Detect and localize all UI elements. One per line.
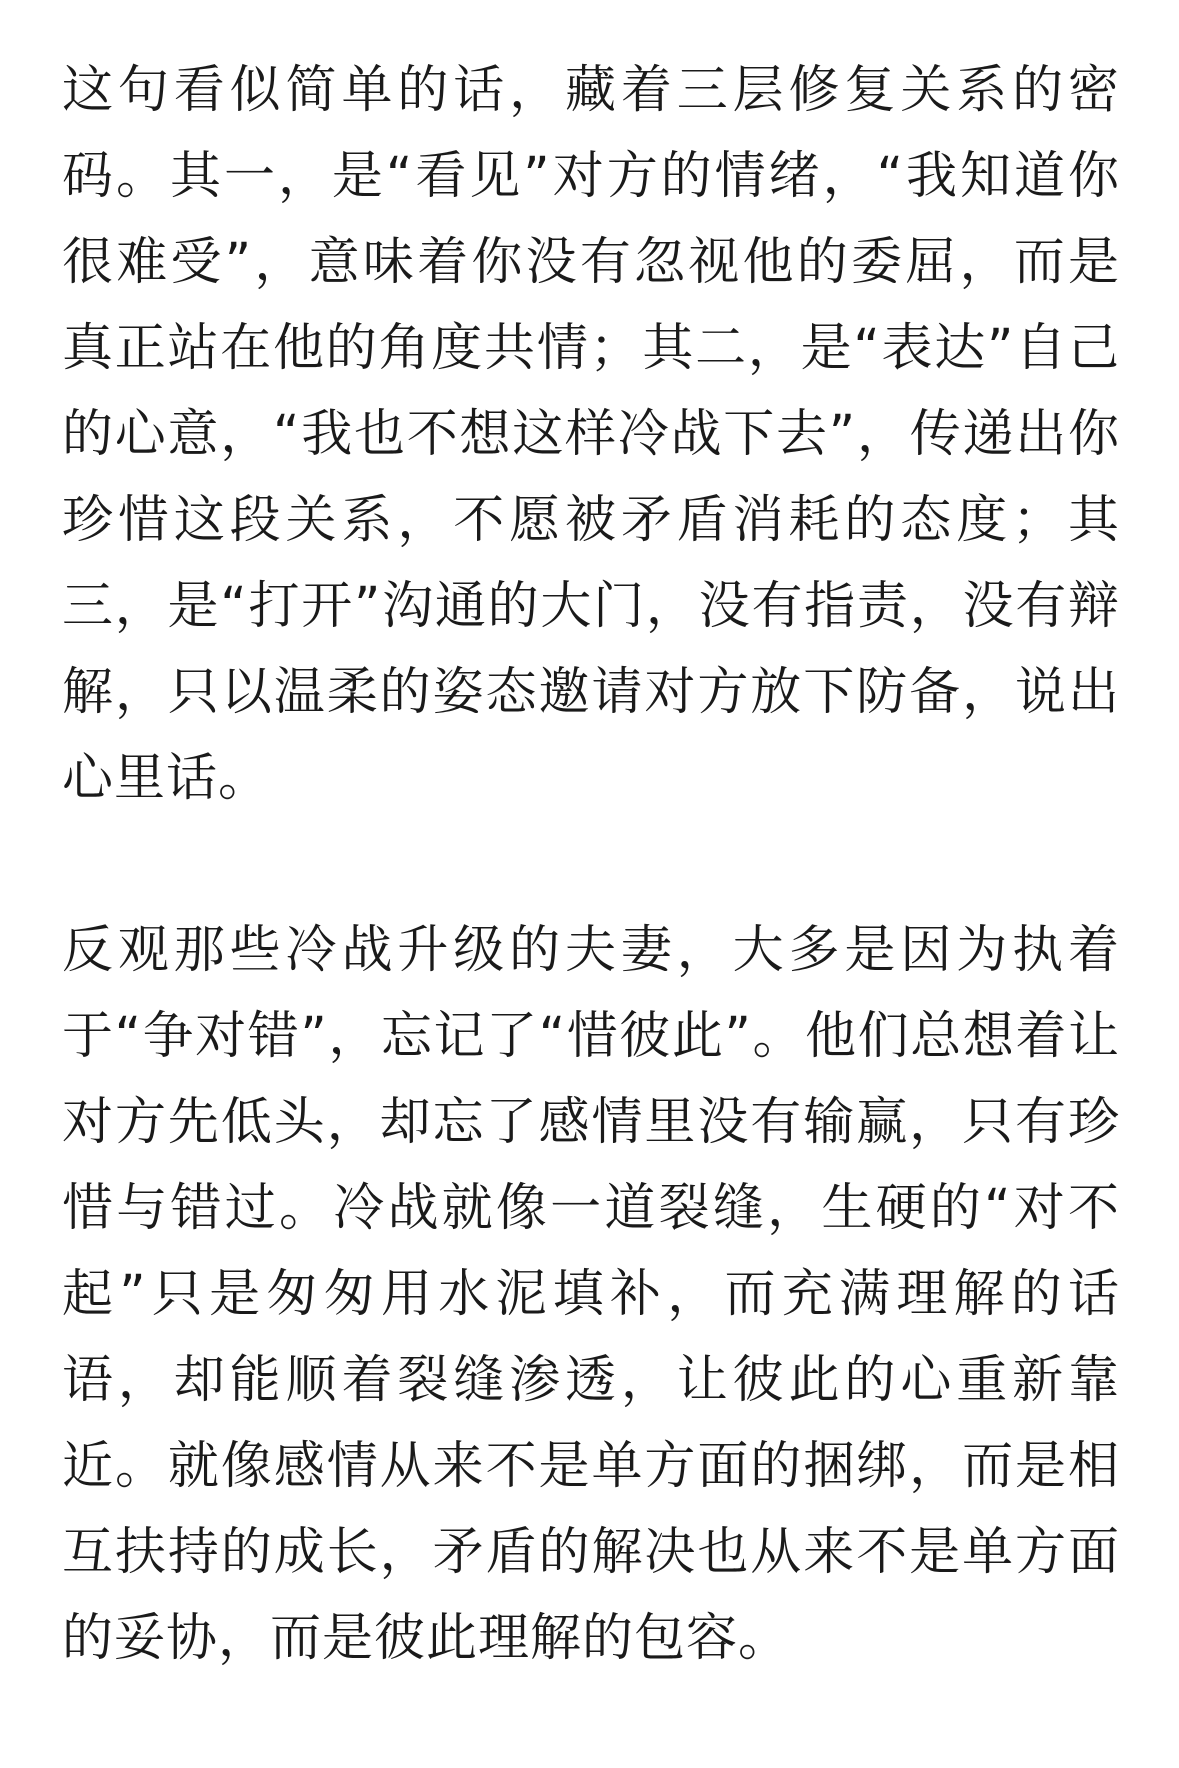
article-body bbox=[62, 48, 1120, 1768]
paragraph-repair-codes: 这句看似简单的话，藏着三层修复关系的密码。其一，是“看见”对方的情绪，“我知道你很难受”，意味着你没有忽视他的委屈，而是真正站在他的角度共情；其二，是“表达”自己的心意，“我也不想这样冷战下去”，传递出你珍惜这段关系，不愿被矛盾消耗的态度；其三，是“打开”沟通的大门，没有指责，没有辩解，只以温柔的姿态邀请对方放下防备，说出心里话。 bbox=[62, 61, 1120, 808]
paragraph-cold-war: 反观那些冷战升级的夫妻，大多是因为执着于“争对错”，忘记了“惜彼此”。他们总想着让对方先低头，却忘了感情里没有输赢，只有珍惜与错过。冷战就像一道裂缝，生硬的“对不起”只是匆匆用水泥填补，而充满理解的话语，却能顺着裂缝渗透，让彼此的心重新靠近。就像感情从来不是单方面的捆绑，而是相互扶持的成长，矛盾的解决也从来不是单方面的妥协，而是彼此理解的包容。 bbox=[62, 921, 1120, 1668]
